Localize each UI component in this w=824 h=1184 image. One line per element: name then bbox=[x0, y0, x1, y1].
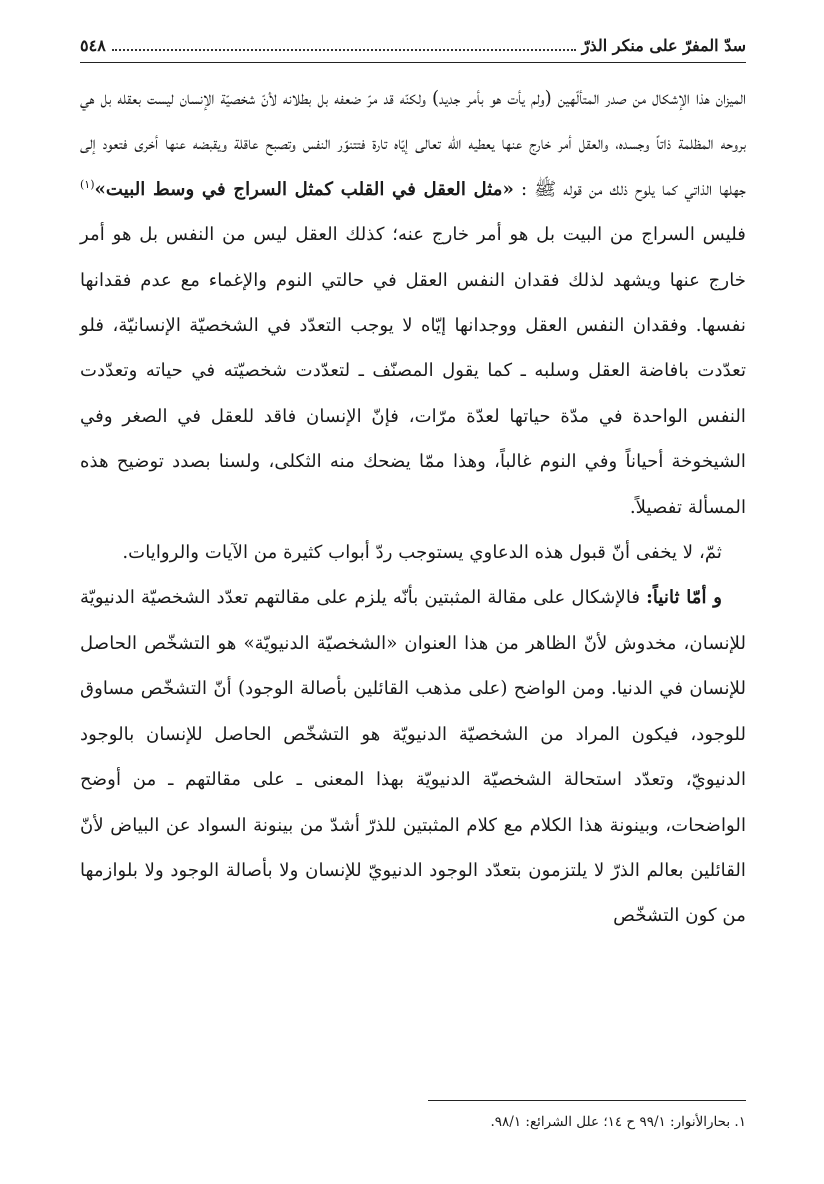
paragraph-2: ثمّ، لا يخفى أنّ قبول هذه الدعاوي يستوجب ردّ أبواب كثيرة من الآيات والروايات. bbox=[122, 542, 722, 564]
running-header bbox=[80, 30, 746, 60]
paragraph-1 bbox=[80, 76, 746, 530]
footnote: ١. بحارالأنوار: ٩٩/١ ح ١٤؛ علل الشرائع: ٩٨/١. bbox=[490, 1114, 746, 1130]
footnote-marker[interactable]: (١) bbox=[80, 177, 95, 191]
running-header-title: سدّ المفرّ على منكر الذرّ bbox=[581, 35, 746, 55]
hadith-quote: «مثل العقل في القلب كمثل السراج في وسط البيت» bbox=[94, 178, 514, 200]
footnote-rule bbox=[428, 1100, 746, 1101]
paragraph-3-lead: و أمّا ثانياً: bbox=[646, 587, 722, 609]
paragraph-1-part-a: الميزان هذا الإشكال من صدر المتألّهين (ولم يأت هو بأمر جديد) ولكنّه قد مرّ ضعفه بل بطلانه لأنّ شخصيّة الإنسان ليست بعقله بل هي بروحه المظلمة ذاتاً وجسده، والعقل أمر خارج عنها يعطيه الله تعالى إيّاه تارة فتتنوّر النفس وتصبح عاقلة ويقبضه عنها أخرى فتعود إلى جهلها الذاتي كما يلوح ذلك من قوله ﷺ : bbox=[80, 88, 746, 200]
paragraph-1-part-b: فليس السراج من البيت بل هو أمر خارج عنه؛ كذلك العقل ليس من النفس بل هو أمر خارج عنها ويشهد لذلك فقدان النفس العقل في حالتي النوم والإغماء مع عدم فقدانها نفسها. وفقدان النفس العقل ووجدانها إيّاه لا يوجب التعدّد في الشخصيّة الإنسانيّة، فلو تعدّدت بافاضة العقل وسلبه ـ كما يقول المصنّف ـ لتعدّدت شخصيّته في حياته وتعدّدت النفس الواحدة في مدّة حياتها لعدّة مرّات، فإنّ الإنسان فاقد للعقل في الصغر وفي الشيخوخة أحياناً وفي النوم غالباً، وهذا ممّا يضحك منه الثكلى، ولسنا بصدد توضيح هذه المسألة تفصيلاً. bbox=[80, 224, 746, 518]
page-number: ٥٤٨ bbox=[80, 35, 106, 55]
dotted-leader bbox=[112, 49, 576, 51]
header-rule bbox=[80, 62, 746, 63]
body-text bbox=[80, 76, 746, 939]
paragraph-3-text: فالإشكال على مقالة المثبتين بأنّه يلزم على مقالتهم تعدّد الشخصيّة الدنيويّة للإنسان، مخدوش لأنّ الظاهر من هذا العنوان «الشخصيّة الدنيويّة» هو التشخّص الحاصل للإنسان في الدنيا. ومن الواضح (على مذهب القائلين بأصالة الوجود) أنّ التشخّص مساوق للوجود، فيكون المراد من الشخصيّة الدنيويّة هو التشخّص الحاصل للإنسان بالوجود الدنيويّ، وتعدّد استحالة الشخصيّة الدنيويّة بهذا المعنى ـ على مقالتهم ـ من أوضح الواضحات، وبينونة هذا الكلام مع كلام المثبتين للذرّ أشدّ من بينونة السواد عن البياض لأنّ القائلين بعالم الذرّ لا يلتزمون بتعدّد الوجود الدنيويّ للإنسان ولا بأصالة الوجود ولا بلوازمها من كون التشخّص bbox=[80, 587, 746, 927]
paragraph-3 bbox=[80, 575, 746, 938]
